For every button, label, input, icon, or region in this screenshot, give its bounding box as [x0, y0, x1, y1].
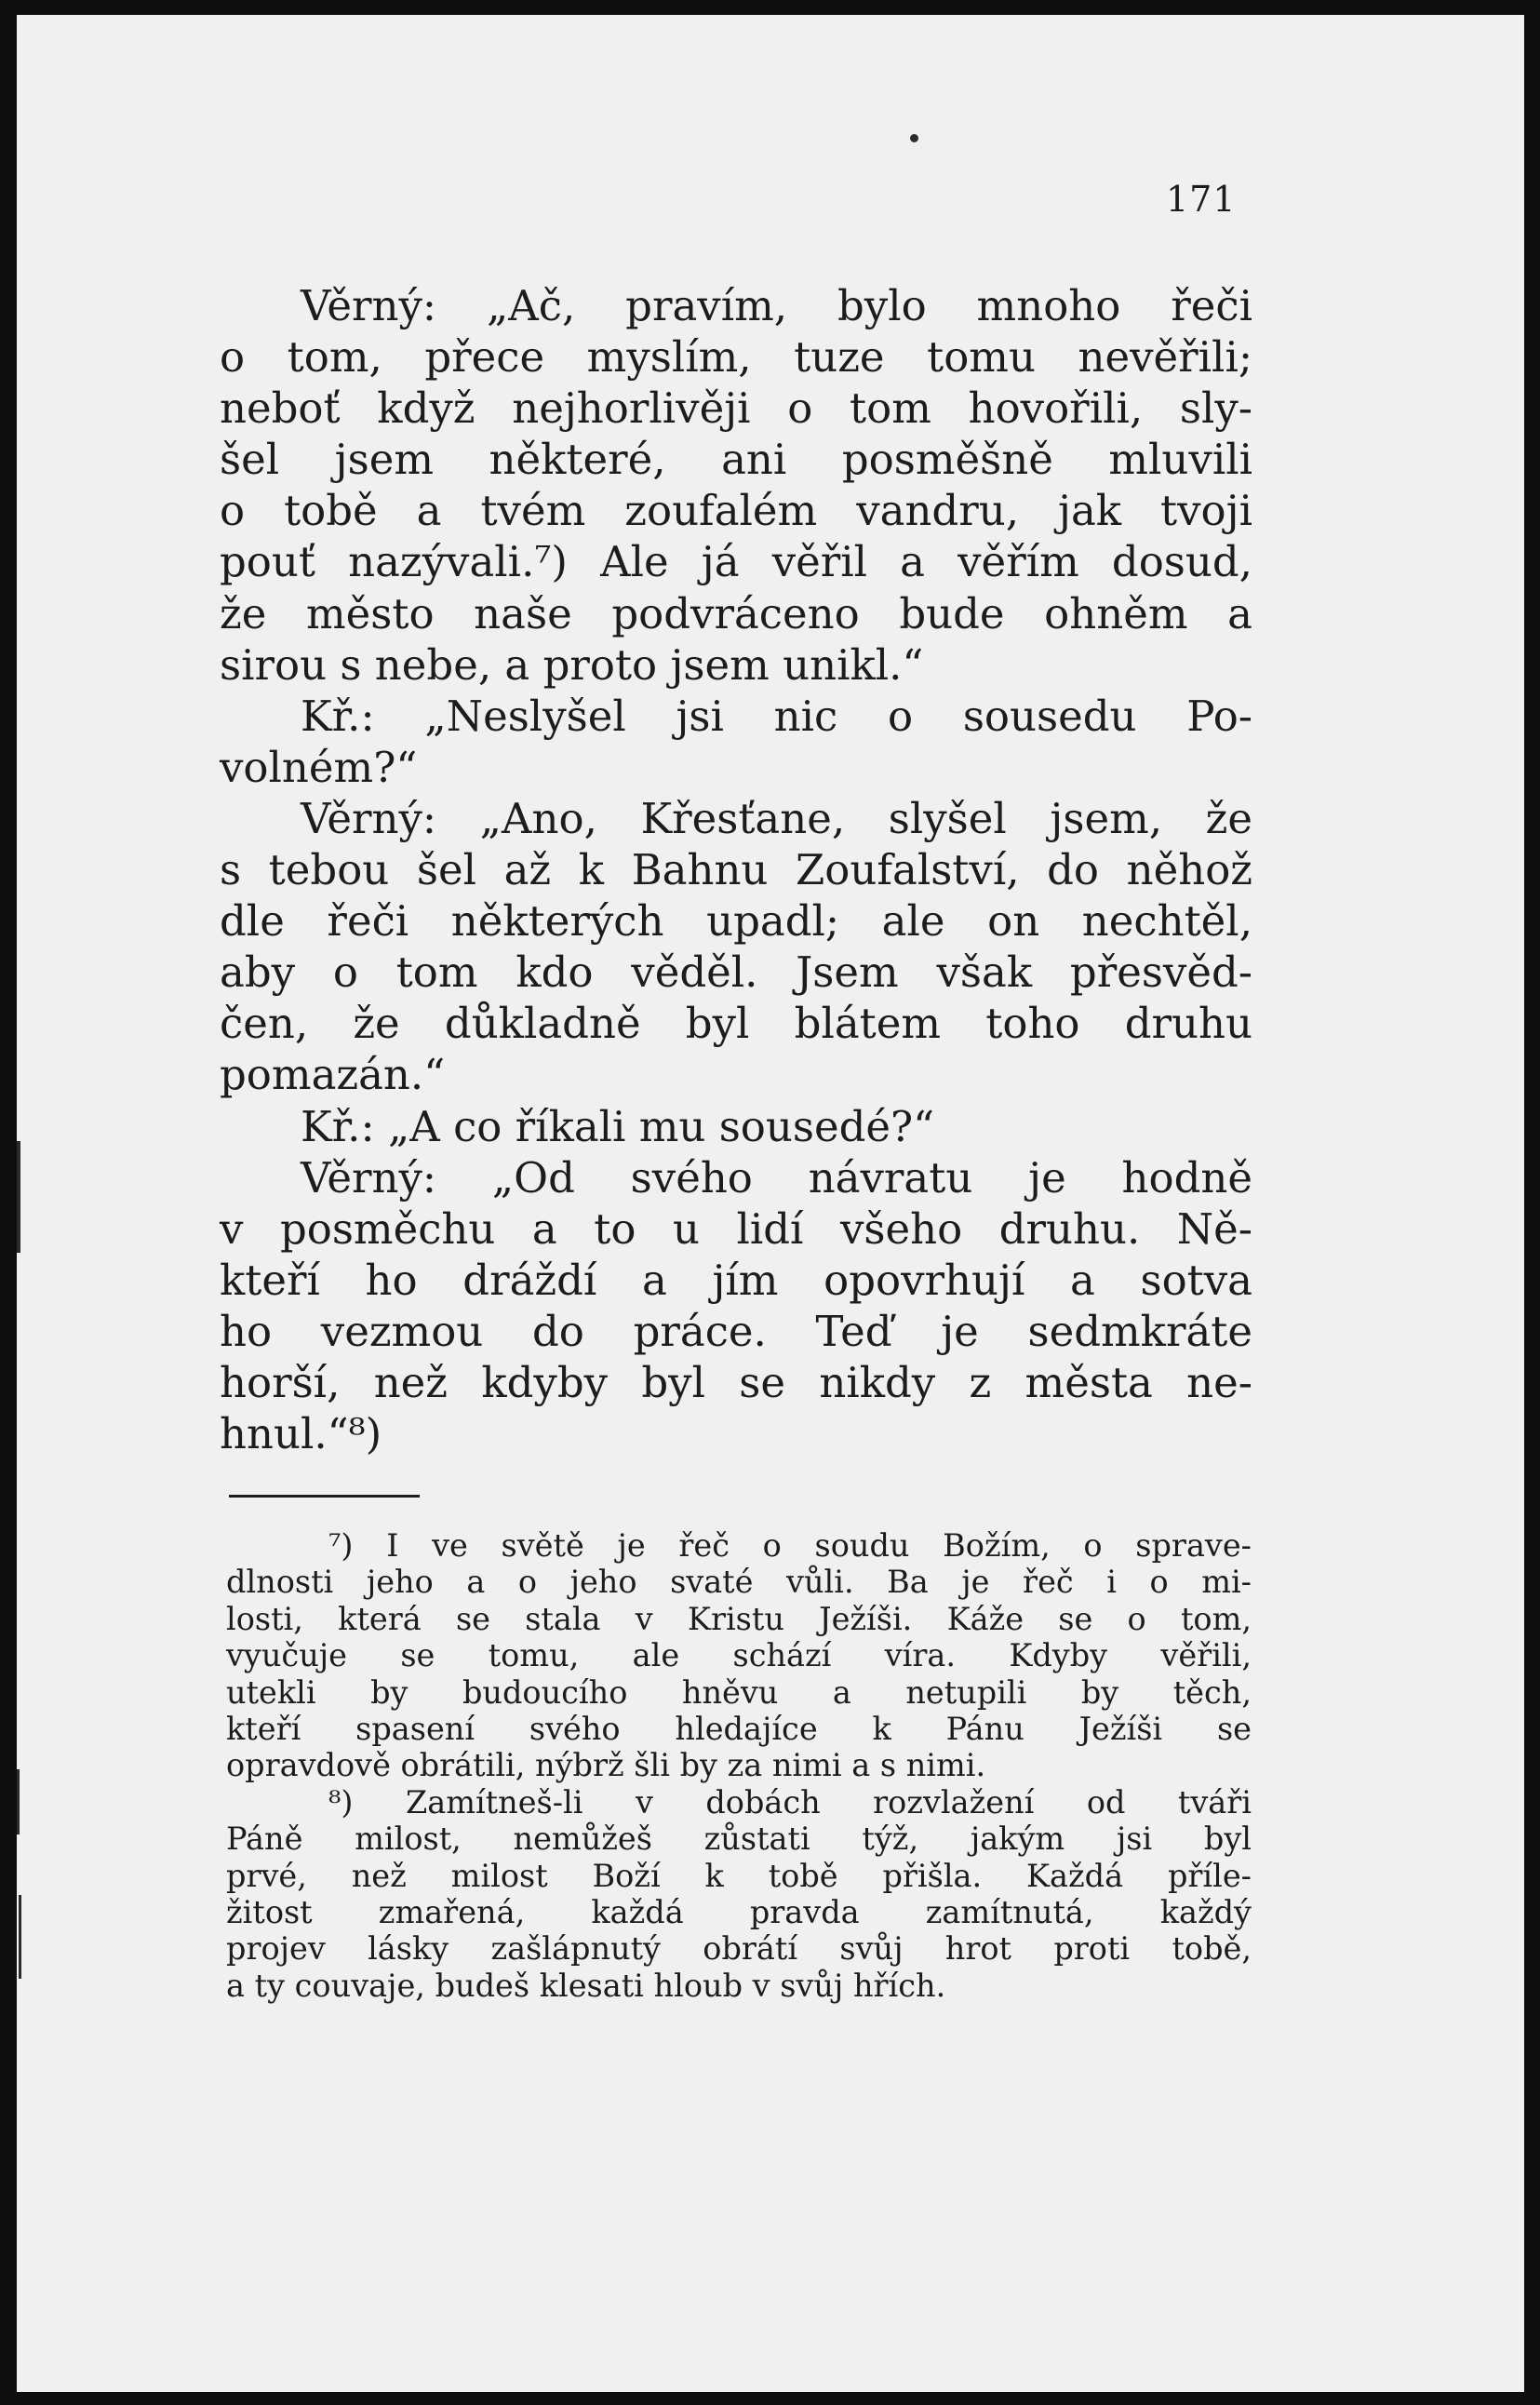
footnote-line: opravdově obrátili, nýbrž šli by za nimi a s nimi. — [226, 1747, 986, 1784]
text-line: neboť když nejhorlivěji o tom hovořili, sly- — [220, 383, 1252, 434]
text-line: volném?“ — [220, 742, 418, 792]
footnote-line: vyučuje se tomu, ale schází víra. Kdyby věřili, — [226, 1637, 1252, 1674]
text-line: Kř.: „A co říkali mu sousedé?“ — [301, 1101, 935, 1151]
text-line: že město naše podvráceno bude ohněm a — [220, 588, 1252, 638]
text-line: pouť nazývali.⁷) Ale já věřil a věřím dosud, — [220, 537, 1252, 587]
text-line: horší, než kdyby byl se nikdy z města ne- — [220, 1357, 1252, 1407]
text-line: v posměchu a to u lidí všeho druhu. Ně- — [220, 1203, 1252, 1254]
text-line: sirou s nebe, a proto jsem unikl.“ — [220, 639, 924, 690]
footnote-line: a ty couvaje, budeš klesati hloub v svůj hřích. — [226, 1967, 946, 2004]
text-line: Věrný: „Od svého návratu je hodně — [301, 1152, 1252, 1202]
text-line: Věrný: „Ač, pravím, bylo mnoho řeči — [301, 281, 1252, 330]
footnote-line: prvé, než milost Boží k tobě přišla. Každá příle- — [226, 1857, 1252, 1894]
text-line: pomazán.“ — [220, 1050, 446, 1100]
text-line: Věrný: „Ano, Křesťane, slyšel jsem, že — [301, 793, 1252, 843]
footnote-line: kteří spasení svého hledajíce k Pánu Ježíši se — [226, 1710, 1252, 1747]
text-line: čen, že důkladně byl blátem toho druhu — [220, 999, 1252, 1049]
ink-speck — [910, 134, 918, 142]
footnote-separator-rule — [229, 1495, 420, 1498]
footnote-line: utekli by budoucího hněvu a netupili by těch, — [226, 1673, 1252, 1711]
footnote-line: losti, která se stala v Kristu Ježíši. Káže se o tom, — [226, 1600, 1252, 1637]
book-page — [17, 15, 1524, 2392]
body-text — [220, 280, 1252, 1459]
footnote-line: dlnosti jeho a o jeho svaté vůli. Ba je řeč i o mi- — [226, 1564, 1252, 1601]
text-line: ho vezmou do práce. Teď je sedmkráte — [220, 1306, 1252, 1356]
page-number: 171 — [1166, 179, 1237, 220]
text-line: s tebou šel až k Bahnu Zoufalství, do něhož — [220, 845, 1252, 895]
text-line: dle řeči některých upadl; ale on nechtěl, — [220, 896, 1252, 947]
scan-mark — [17, 1769, 20, 1834]
text-line: aby o tom kdo věděl. Jsem však přesvěd- — [220, 947, 1252, 998]
footnote-line: projev lásky zašlápnutý obrátí svůj hrot proti tobě, — [226, 1930, 1252, 1968]
text-line: kteří ho dráždí a jím opovrhují a sotva — [220, 1255, 1252, 1305]
text-line: šel jsem některé, ani posměšně mluvili — [220, 435, 1252, 485]
footnote-line: ⁷) I ve světě je řeč o soudu Božím, o sprave- — [328, 1527, 1252, 1564]
text-line: hnul.“⁸) — [220, 1409, 382, 1459]
footnote-line: žitost zmařená, každá pravda zamítnutá, každý — [226, 1893, 1252, 1930]
scan-mark — [17, 1141, 20, 1253]
text-line: o tom, přece myslím, tuze tomu nevěřili; — [220, 332, 1252, 383]
footnote-line: ⁸) Zamítneš-li v dobách rozvlažení od tváři — [328, 1783, 1252, 1821]
text-line: o tobě a tvém zoufalém vandru, jak tvoji — [220, 486, 1252, 536]
scan-mark — [19, 1895, 21, 1979]
footnote-line: Páně milost, nemůžeš zůstati týž, jakým jsi byl — [226, 1821, 1252, 1858]
text-line: Kř.: „Neslyšel jsi nic o sousedu Po- — [301, 691, 1252, 741]
footnotes — [226, 1527, 1252, 2004]
